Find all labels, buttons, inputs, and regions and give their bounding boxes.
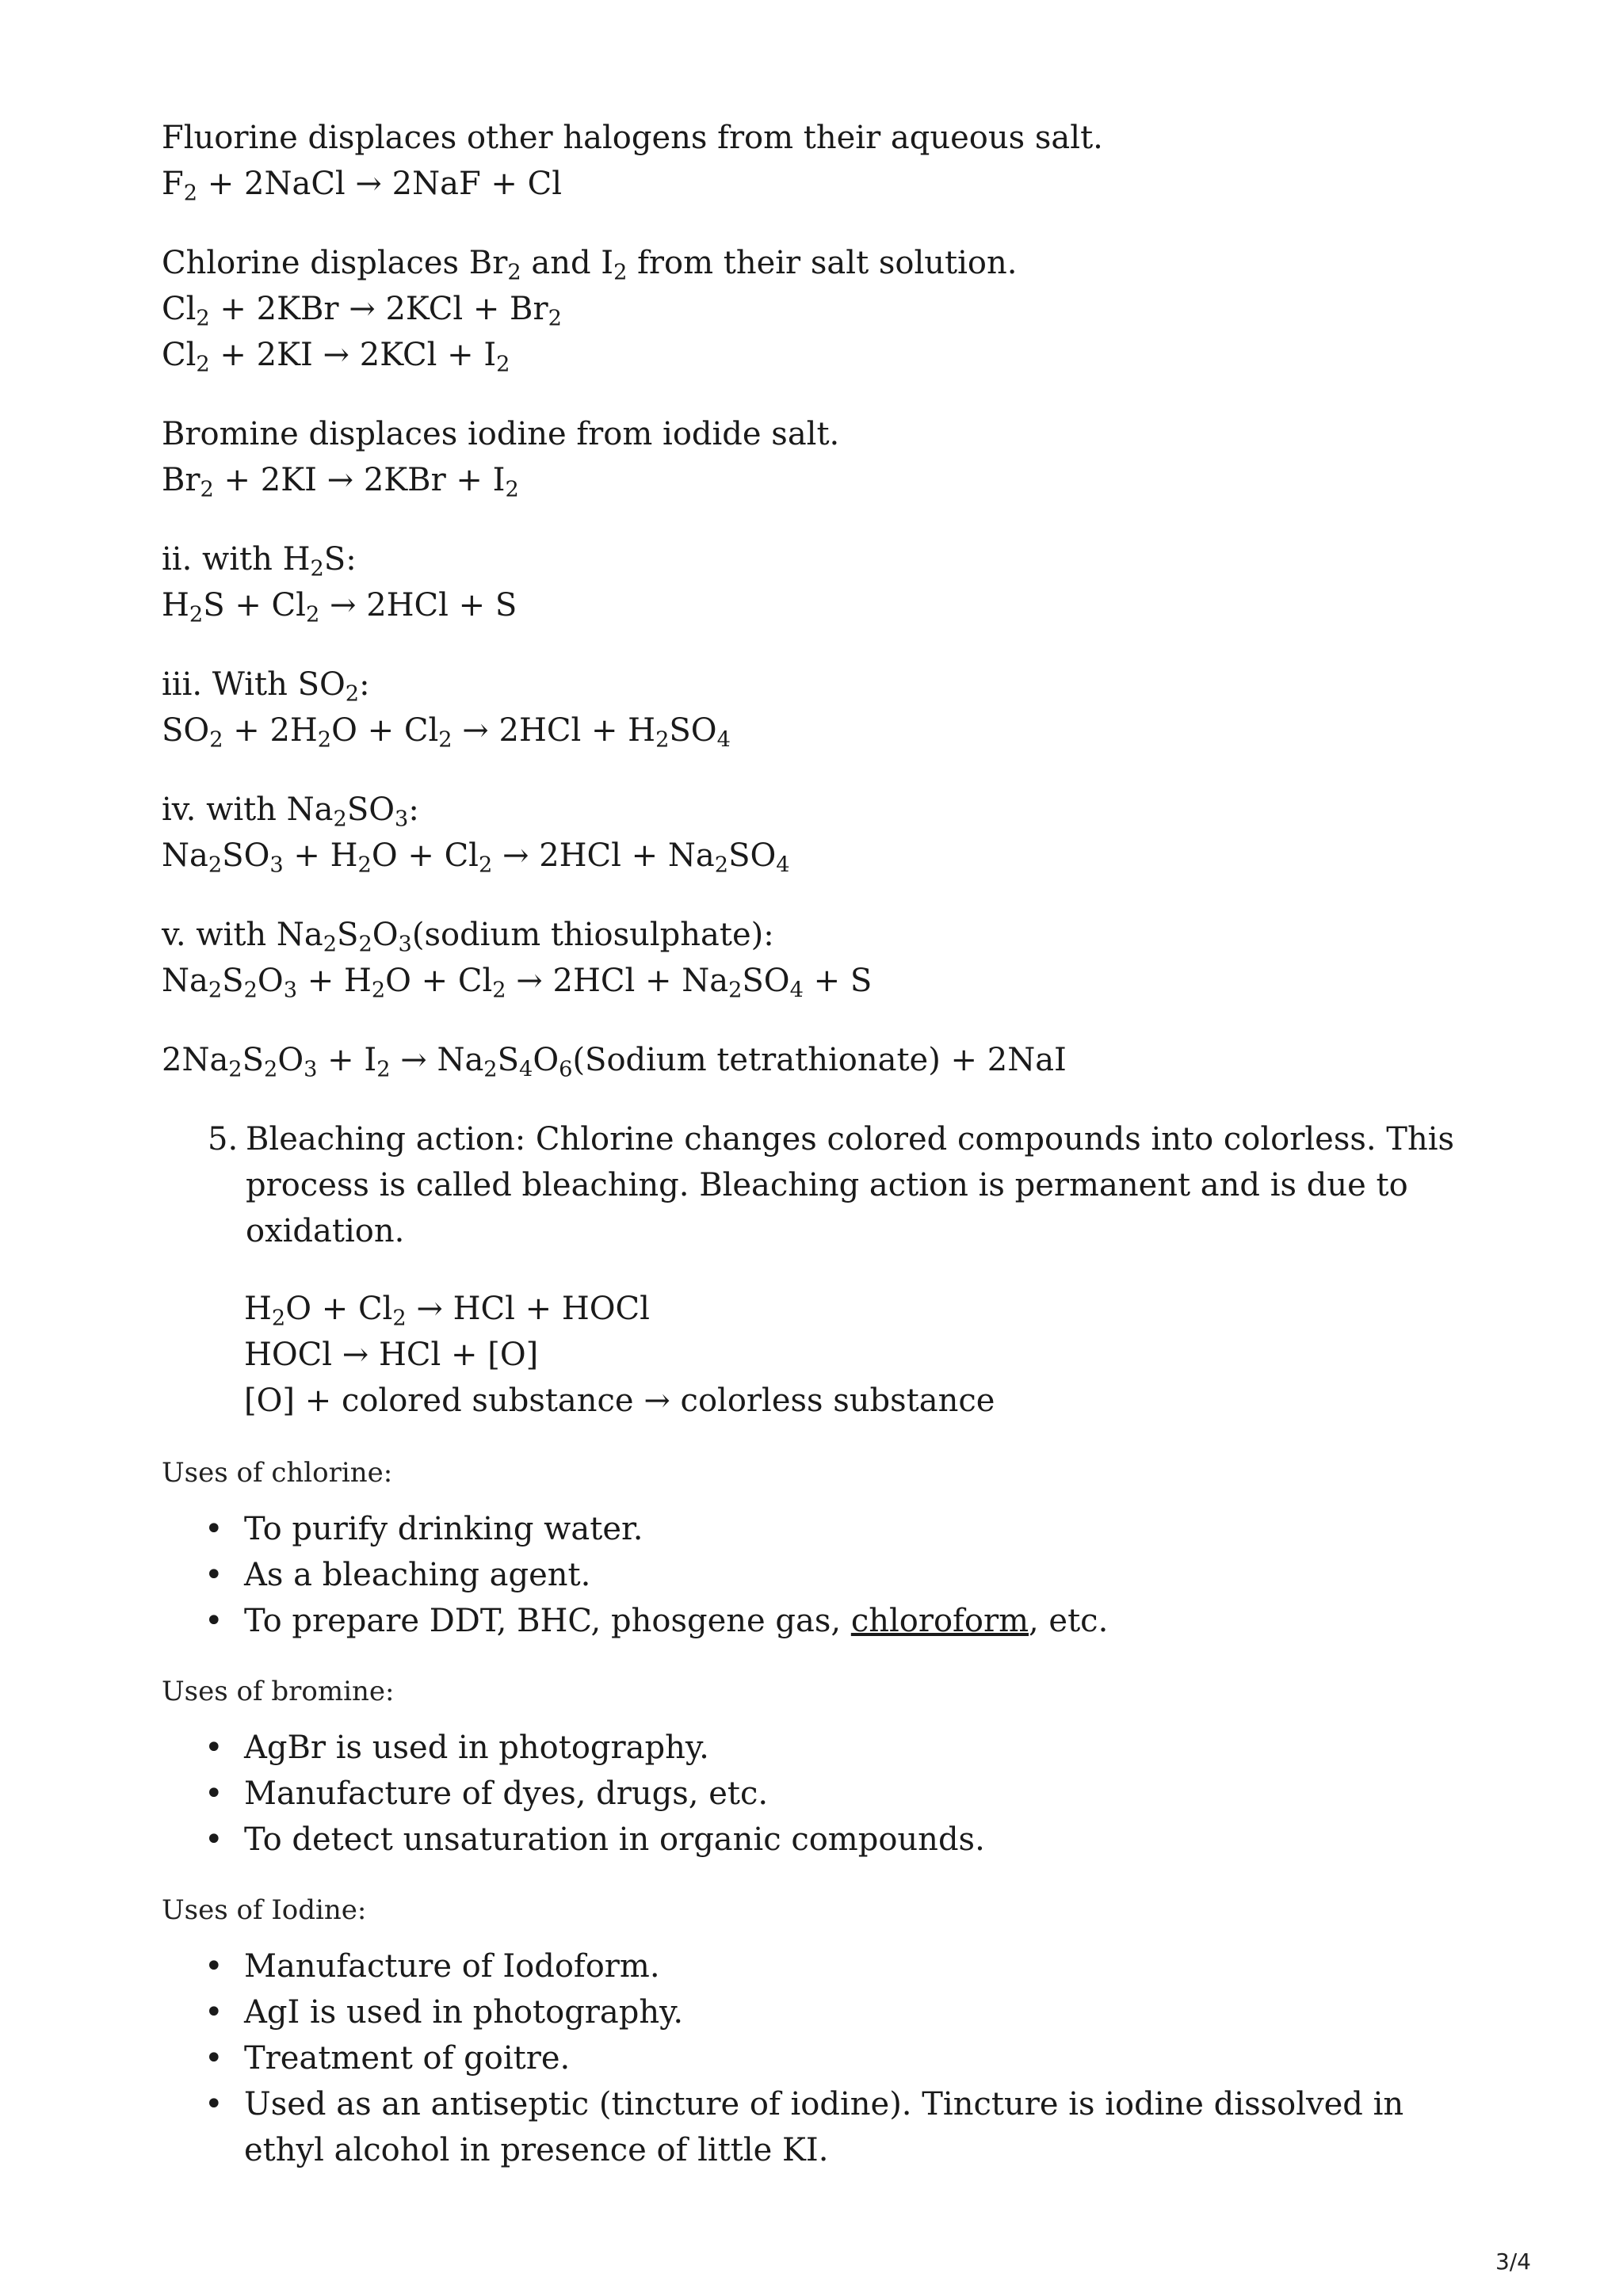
chlorine-displacement (162, 240, 1461, 378)
list-item: • Manufacture of dyes, drugs, etc. (244, 1771, 1461, 1817)
reaction-tetrathionate (162, 1037, 1461, 1083)
equation-tetrathionate: $2Na_2S_2O_3 + I_2$ → $Na_2S_4O_6(Sodium$ tetrathionate) + 2NaI (162, 1042, 1067, 1082)
list-item: • To purify drinking water. (244, 1506, 1461, 1552)
reaction-so2-label: iii. With $SO_2$: (162, 666, 370, 707)
equation-oxidation: [O] + colored substance → colorless substance (244, 1383, 995, 1419)
equation-chlorine-ki: $Cl_2 + 2KI \to 2KCl + I_2$ (162, 337, 510, 377)
uses-bromine-heading: Uses of bromine: (162, 1676, 395, 1707)
list-item: • Treatment of goitre. (244, 2035, 1461, 2081)
equation-bromine-ki: $Br_2 + 2KI \to 2KBr + I_2$ (162, 462, 519, 502)
bromine-displacement (162, 411, 1461, 503)
reaction-na2so3-label: iv. with $Na_2SO_3$: (162, 791, 419, 832)
reaction-so2 (162, 662, 1461, 753)
list-item: • AgI is used in photography. (244, 1989, 1461, 2035)
reaction-thiosulphate (162, 912, 1461, 1004)
equation-na2so3: $Na_2SO_3 + H_2O + Cl_2 \to 2HCl + Na_2SO_4$ (162, 837, 790, 878)
list-item: • To prepare DDT, BHC, phosgene gas, chloroform, etc. (244, 1598, 1461, 1644)
fluorine-displacement (162, 115, 1461, 207)
equation-hocl-decomposition: HOCl → HCl + [O] (244, 1337, 539, 1373)
list-item: • To detect unsaturation in organic compounds. (244, 1817, 1461, 1863)
reaction-na2so3 (162, 787, 1461, 879)
bleaching-text: Bleaching action: Chlorine changes colored compounds into colorless. This process is called bleaching. Bleaching action is permanent and is due to oxidation. (246, 1121, 1455, 1249)
list-item: • AgBr is used in photography. (244, 1725, 1461, 1771)
list-item: • Manufacture of Iodoform. (244, 1943, 1461, 1989)
equation-hocl-formation: $H_2O + Cl_2$ → HCl + HOCl (244, 1291, 650, 1331)
list-item: • Used as an antiseptic (tincture of iodine). Tincture is iodine dissolved in ethyl alcohol in presence of little KI. (244, 2081, 1461, 2173)
page-number: 3/4 (1495, 2248, 1531, 2275)
reaction-thiosulphate-label: v. with $Na_2S_2O_3(sodium$ thiosulphate): (162, 917, 774, 957)
chlorine-intro: Chlorine displaces $Br_2$ and $I_2$ from their salt solution. (162, 245, 1018, 285)
list-item: • As a bleaching agent. (244, 1552, 1461, 1598)
bleaching-equations (244, 1286, 1461, 1424)
uses-chlorine-heading: Uses of chlorine: (162, 1457, 393, 1489)
reaction-h2s-label: ii. with $H_2S$: (162, 541, 357, 582)
bromine-intro: Bromine displaces iodine from iodide salt. (162, 416, 840, 452)
list-number: 5. (208, 1121, 239, 1158)
equation-thiosulphate: $Na_2S_2O_3 + H_2O + Cl_2 \to 2HCl + Na_2SO_4 + S$ (162, 963, 873, 1003)
chloroform-link[interactable]: chloroform (850, 1603, 1029, 1639)
equation-fluorine: $F_2$ + 2NaCl → 2NaF + Cl (162, 166, 563, 206)
reaction-h2s (162, 536, 1461, 628)
uses-bromine-list (162, 1725, 1461, 1863)
uses-chlorine-list (162, 1506, 1461, 1644)
equation-h2s: $H_2S + Cl_2 \to 2HCl + S$ (162, 587, 517, 627)
page-content (162, 115, 1461, 2202)
bleaching-item (208, 1116, 1461, 1254)
fluorine-intro: Fluorine displaces other halogens from their aqueous salt. (162, 120, 1103, 156)
uses-iodine-heading: Uses of Iodine: (162, 1894, 367, 1926)
uses-iodine-list (162, 1943, 1461, 2173)
equation-chlorine-kbr: $Cl_2 + 2KBr \to 2KCl + Br_2$ (162, 291, 562, 331)
equation-so2: $SO_2 + 2H_2O + Cl_2 \to 2HCl + H_2SO_4$ (162, 712, 731, 753)
